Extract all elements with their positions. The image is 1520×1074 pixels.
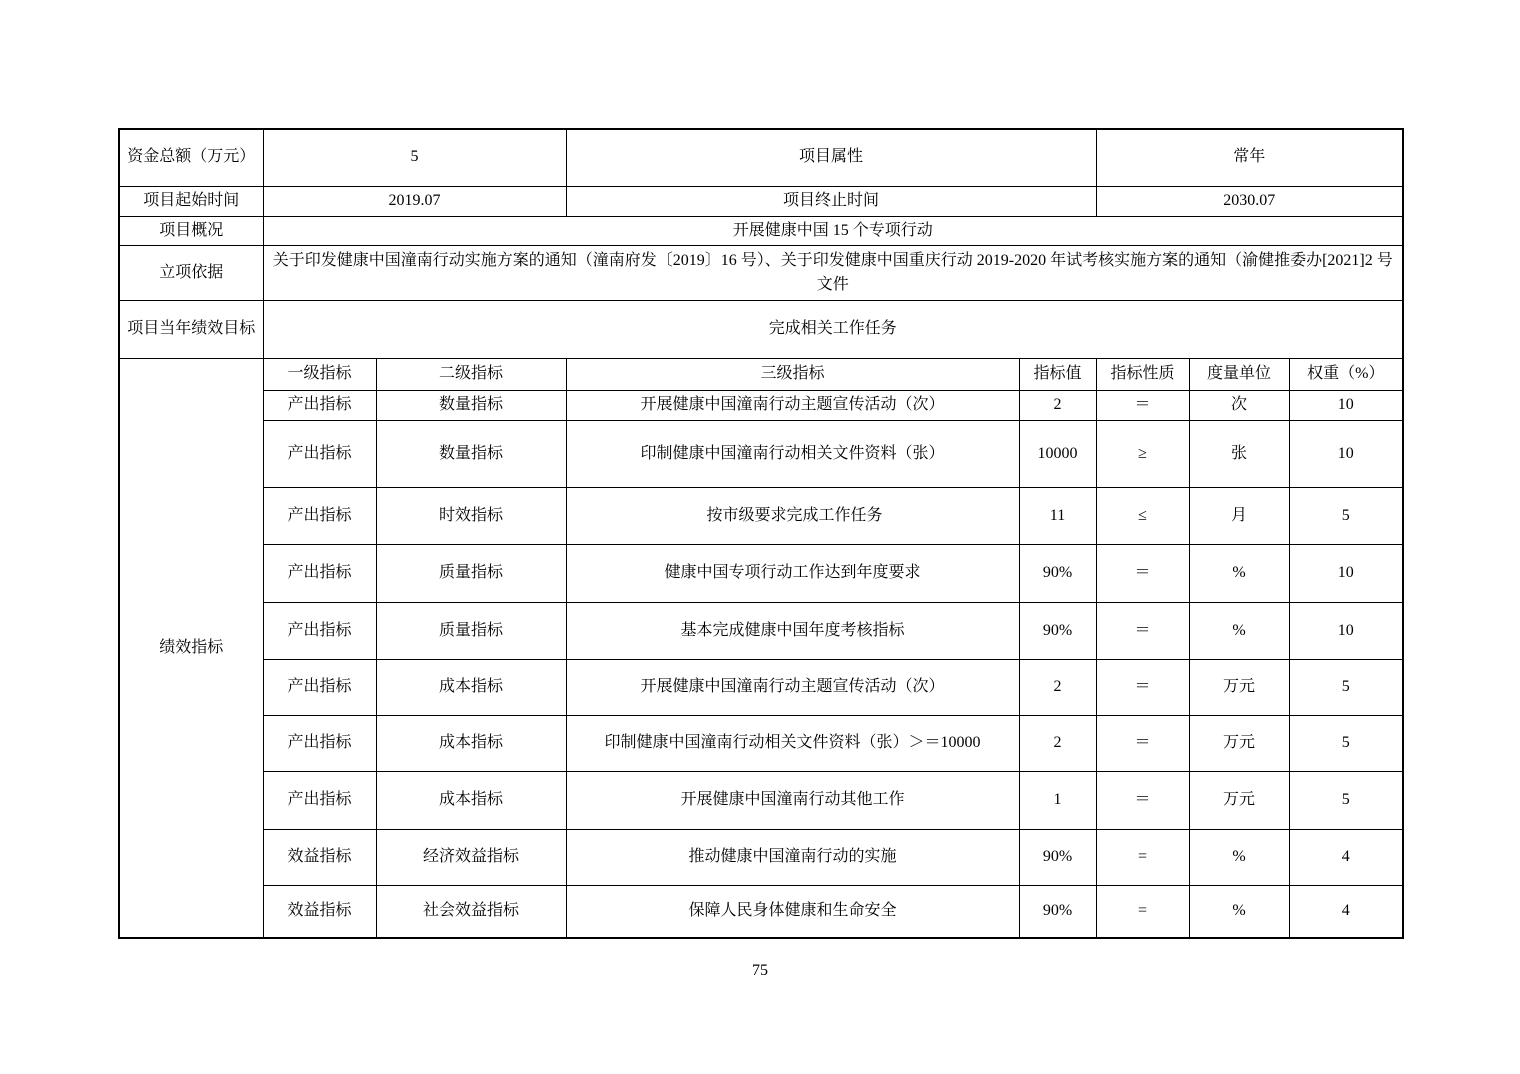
cell-nature: ＝: [1096, 391, 1189, 421]
indicator-row: [119, 545, 1403, 603]
header-level1: 一级指标: [263, 359, 376, 391]
cell-level3: 按市级要求完成工作任务: [566, 488, 1019, 545]
cell-weight: 4: [1289, 886, 1403, 938]
cell-level3: 推动健康中国潼南行动的实施: [566, 830, 1019, 886]
funding-value: 5: [263, 129, 566, 186]
cell-value: 2: [1019, 391, 1096, 421]
cell-weight: 10: [1289, 603, 1403, 660]
end-date-value: 2030.07: [1096, 186, 1403, 216]
row-dates: [119, 186, 1403, 216]
overview-label: 项目概况: [119, 216, 263, 246]
header-unit: 度量单位: [1189, 359, 1289, 391]
cell-unit: 月: [1189, 488, 1289, 545]
header-level2: 二级指标: [376, 359, 566, 391]
annual-goal-label: 项目当年绩效目标: [119, 301, 263, 359]
start-date-value: 2019.07: [263, 186, 566, 216]
basis-label: 立项依据: [119, 246, 263, 301]
cell-nature: =: [1096, 830, 1189, 886]
cell-weight: 4: [1289, 830, 1403, 886]
indicator-row: [119, 488, 1403, 545]
attribute-label: 项目属性: [566, 129, 1096, 186]
page-number: 75: [752, 962, 768, 979]
cell-nature: ＝: [1096, 603, 1189, 660]
start-date-label: 项目起始时间: [119, 186, 263, 216]
indicator-row: [119, 421, 1403, 488]
indicators-section-label: 绩效指标: [119, 359, 263, 938]
cell-nature: ≤: [1096, 488, 1189, 545]
cell-value: 90%: [1019, 830, 1096, 886]
cell-level3: 印制健康中国潼南行动相关文件资料（张）: [566, 421, 1019, 488]
cell-level2: 数量指标: [376, 391, 566, 421]
cell-level3: 健康中国专项行动工作达到年度要求: [566, 545, 1019, 603]
cell-level1: 产出指标: [263, 421, 376, 488]
cell-weight: 10: [1289, 421, 1403, 488]
indicator-header-row: [119, 359, 1403, 391]
basis-value: 关于印发健康中国潼南行动实施方案的通知（潼南府发〔2019〕16 号）、关于印发健康中国重庆行动 2019-2020 年试考核实施方案的通知（渝健推委办[2021]2 号文件: [263, 246, 1403, 301]
cell-value: 90%: [1019, 603, 1096, 660]
cell-value: 90%: [1019, 886, 1096, 938]
row-overview: [119, 216, 1403, 246]
header-nature: 指标性质: [1096, 359, 1189, 391]
cell-unit: 万元: [1189, 716, 1289, 772]
cell-level3: 开展健康中国潼南行动主题宣传活动（次）: [566, 660, 1019, 716]
cell-level2: 质量指标: [376, 545, 566, 603]
cell-weight: 10: [1289, 391, 1403, 421]
cell-unit: %: [1189, 603, 1289, 660]
cell-unit: 万元: [1189, 772, 1289, 830]
indicator-row: [119, 886, 1403, 938]
cell-level1: 产出指标: [263, 391, 376, 421]
indicator-row: [119, 391, 1403, 421]
indicator-row: [119, 716, 1403, 772]
cell-level1: 产出指标: [263, 772, 376, 830]
indicator-row: [119, 603, 1403, 660]
cell-value: 11: [1019, 488, 1096, 545]
cell-level1: 效益指标: [263, 886, 376, 938]
end-date-label: 项目终止时间: [566, 186, 1096, 216]
header-level3: 三级指标: [566, 359, 1019, 391]
cell-unit: %: [1189, 545, 1289, 603]
cell-unit: 次: [1189, 391, 1289, 421]
cell-weight: 5: [1289, 660, 1403, 716]
cell-level1: 效益指标: [263, 830, 376, 886]
cell-level2: 成本指标: [376, 716, 566, 772]
row-basis: [119, 246, 1403, 301]
indicator-row: [119, 660, 1403, 716]
cell-level3: 保障人民身体健康和生命安全: [566, 886, 1019, 938]
row-annual-goal: [119, 301, 1403, 359]
cell-unit: 张: [1189, 421, 1289, 488]
cell-level2: 质量指标: [376, 603, 566, 660]
cell-level3: 基本完成健康中国年度考核指标: [566, 603, 1019, 660]
cell-weight: 10: [1289, 545, 1403, 603]
cell-level1: 产出指标: [263, 603, 376, 660]
cell-nature: ＝: [1096, 772, 1189, 830]
funding-label: 资金总额（万元）: [119, 129, 263, 186]
cell-weight: 5: [1289, 488, 1403, 545]
cell-level3: 开展健康中国潼南行动主题宣传活动（次）: [566, 391, 1019, 421]
cell-level2: 时效指标: [376, 488, 566, 545]
cell-level1: 产出指标: [263, 716, 376, 772]
cell-value: 2: [1019, 660, 1096, 716]
cell-value: 1: [1019, 772, 1096, 830]
header-value: 指标值: [1019, 359, 1096, 391]
annual-goal-value: 完成相关工作任务: [263, 301, 1403, 359]
cell-weight: 5: [1289, 716, 1403, 772]
header-weight: 权重（%）: [1289, 359, 1403, 391]
cell-nature: ＝: [1096, 660, 1189, 716]
cell-level2: 成本指标: [376, 660, 566, 716]
indicator-row: [119, 830, 1403, 886]
cell-nature: ≥: [1096, 421, 1189, 488]
overview-value: 开展健康中国 15 个专项行动: [263, 216, 1403, 246]
cell-level3: 印制健康中国潼南行动相关文件资料（张）＞＝10000: [566, 716, 1019, 772]
attribute-value: 常年: [1096, 129, 1403, 186]
cell-value: 90%: [1019, 545, 1096, 603]
cell-level2: 数量指标: [376, 421, 566, 488]
cell-level1: 产出指标: [263, 488, 376, 545]
cell-level2: 成本指标: [376, 772, 566, 830]
cell-value: 10000: [1019, 421, 1096, 488]
cell-nature: =: [1096, 886, 1189, 938]
cell-value: 2: [1019, 716, 1096, 772]
cell-level2: 社会效益指标: [376, 886, 566, 938]
cell-level2: 经济效益指标: [376, 830, 566, 886]
cell-level3: 开展健康中国潼南行动其他工作: [566, 772, 1019, 830]
cell-unit: %: [1189, 886, 1289, 938]
cell-weight: 5: [1289, 772, 1403, 830]
row-funding: [119, 129, 1403, 186]
cell-nature: ＝: [1096, 716, 1189, 772]
cell-unit: 万元: [1189, 660, 1289, 716]
cell-level1: 产出指标: [263, 660, 376, 716]
indicator-row: [119, 772, 1403, 830]
cell-nature: ＝: [1096, 545, 1189, 603]
cell-unit: %: [1189, 830, 1289, 886]
project-performance-table: [118, 128, 1404, 939]
cell-level1: 产出指标: [263, 545, 376, 603]
